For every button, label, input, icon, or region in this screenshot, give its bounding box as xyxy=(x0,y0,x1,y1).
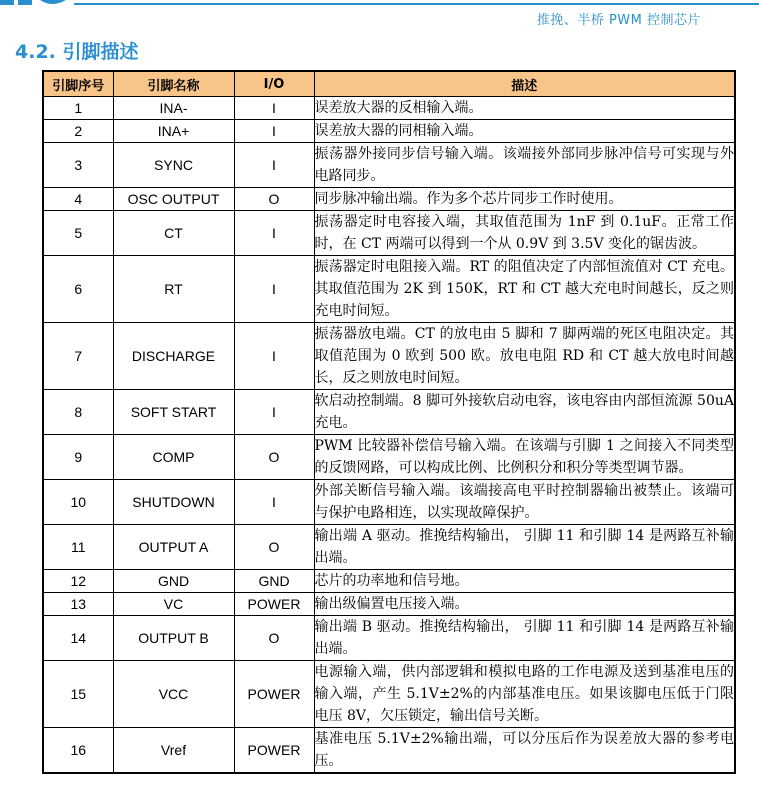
pin-description-table xyxy=(42,70,736,774)
logo-fragment xyxy=(0,0,72,6)
table-row xyxy=(43,728,735,774)
pin-number-cell: 8 xyxy=(43,390,113,435)
pin-name-cell: SHUTDOWN xyxy=(113,480,234,525)
table-row xyxy=(43,323,735,390)
pin-name-cell: DISCHARGE xyxy=(113,323,234,390)
pin-io-cell: O xyxy=(234,525,314,570)
document-header-title: 推挽、半桥 PWM 控制芯片 xyxy=(536,13,701,28)
section-title: 4.2. 引脚描述 xyxy=(15,41,139,63)
pin-number-cell: 14 xyxy=(43,616,113,661)
table-row xyxy=(43,525,735,570)
pin-io-cell: I xyxy=(234,211,314,256)
pin-io-cell: I xyxy=(234,256,314,323)
pin-description-cell: 同步脉冲输出端。作为多个芯片同步工作时使用。 xyxy=(314,188,735,211)
pin-name-cell: VC xyxy=(113,593,234,616)
pin-name-cell: OSC OUTPUT xyxy=(113,188,234,211)
pin-description-cell: 芯片的功率地和信号地。 xyxy=(314,570,735,593)
table-row xyxy=(43,188,735,211)
header-rule xyxy=(74,3,759,5)
pin-number-cell: 13 xyxy=(43,593,113,616)
column-header-pin-name: 引脚名称 xyxy=(113,71,234,97)
pin-io-cell: I xyxy=(234,97,314,120)
pin-description-cell: 振荡器放电端。CT 的放电由 5 脚和 7 脚两端的死区电阻决定。其取值范围为 0 欧到 500 欧。放电电阻 RD 和 CT 越大放电时间越长，反之则放电时间短。 xyxy=(314,323,735,390)
pin-io-cell: I xyxy=(234,143,314,188)
pin-number-cell: 15 xyxy=(43,661,113,728)
pin-io-cell: I xyxy=(234,120,314,143)
table-row xyxy=(43,211,735,256)
pin-number-cell: 2 xyxy=(43,120,113,143)
table-row xyxy=(43,593,735,616)
pin-description-cell: PWM 比较器补偿信号输入端。在该端与引脚 1 之间接入不同类型的反馈网路，可以构成比例、比例积分和积分等类型调节器。 xyxy=(314,435,735,480)
pin-description-cell: 振荡器定时电容接入端，其取值范围为 1nF 到 0.1uF。正常工作时，在 CT 两端可以得到一个从 0.9V 到 3.5V 变化的锯齿波。 xyxy=(314,211,735,256)
pin-description-cell: 基准电压 5.1V±2%输出端，可以分压后作为误差放大器的参考电压。 xyxy=(314,728,735,774)
pin-number-cell: 10 xyxy=(43,480,113,525)
table-row xyxy=(43,143,735,188)
pin-description-cell: 误差放大器的同相输入端。 xyxy=(314,120,735,143)
table-body xyxy=(43,97,735,774)
pin-number-cell: 12 xyxy=(43,570,113,593)
pin-io-cell: O xyxy=(234,188,314,211)
pin-name-cell: INA- xyxy=(113,97,234,120)
pin-io-cell: I xyxy=(234,323,314,390)
pin-number-cell: 9 xyxy=(43,435,113,480)
pin-description-cell: 输出级偏置电压接入端。 xyxy=(314,593,735,616)
column-header-io: I/O xyxy=(234,71,314,97)
pin-name-cell: OUTPUT A xyxy=(113,525,234,570)
pin-description-cell: 振荡器定时电阻接入端。RT 的阻值决定了内部恒流值对 CT 充电。其取值范围为 2K 到 150K，RT 和 CT 越大充电时间越长，反之则充电时间短。 xyxy=(314,256,735,323)
pin-description-cell: 电源输入端，供内部逻辑和模拟电路的工作电源及送到基准电压的输入端，产生 5.1V±2%的内部基准电压。如果该脚电压低于门限电压 8V，欠压锁定，输出信号关断。 xyxy=(314,661,735,728)
pin-number-cell: 11 xyxy=(43,525,113,570)
pin-io-cell: O xyxy=(234,435,314,480)
pin-io-cell: POWER xyxy=(234,728,314,774)
table-row xyxy=(43,480,735,525)
pin-io-cell: POWER xyxy=(234,661,314,728)
table-row xyxy=(43,390,735,435)
pin-name-cell: SOFT START xyxy=(113,390,234,435)
table-row xyxy=(43,570,735,593)
pin-number-cell: 5 xyxy=(43,211,113,256)
column-header-pin-number: 引脚序号 xyxy=(43,71,113,97)
pin-name-cell: GND xyxy=(113,570,234,593)
pin-number-cell: 1 xyxy=(43,97,113,120)
pin-io-cell: I xyxy=(234,390,314,435)
pin-name-cell: VCC xyxy=(113,661,234,728)
table-row xyxy=(43,661,735,728)
column-header-description: 描述 xyxy=(314,71,735,97)
pin-name-cell: SYNC xyxy=(113,143,234,188)
pin-name-cell: CT xyxy=(113,211,234,256)
pin-description-cell: 振荡器外接同步信号输入端。该端接外部同步脉冲信号可实现与外电路同步。 xyxy=(314,143,735,188)
pin-io-cell: I xyxy=(234,480,314,525)
pin-description-cell: 误差放大器的反相输入端。 xyxy=(314,97,735,120)
pin-description-cell: 输出端 A 驱动。推挽结构输出， 引脚 11 和引脚 14 是两路互补输出端。 xyxy=(314,525,735,570)
table-row xyxy=(43,97,735,120)
pin-description-cell: 外部关断信号输入端。该端接高电平时控制器输出被禁止。该端可与保护电路相连，以实现故障保护。 xyxy=(314,480,735,525)
table-header-row xyxy=(43,71,735,97)
pin-name-cell: Vref xyxy=(113,728,234,774)
pin-description-cell: 输出端 B 驱动。推挽结构输出， 引脚 11 和引脚 14 是两路互补输出端。 xyxy=(314,616,735,661)
pin-io-cell: O xyxy=(234,616,314,661)
table-row xyxy=(43,120,735,143)
pin-name-cell: COMP xyxy=(113,435,234,480)
pin-description-cell: 软启动控制端。8 脚可外接软启动电容，该电容由内部恒流源 50uA 充电。 xyxy=(314,390,735,435)
pin-name-cell: INA+ xyxy=(113,120,234,143)
pin-io-cell: GND xyxy=(234,570,314,593)
pin-number-cell: 7 xyxy=(43,323,113,390)
pin-number-cell: 16 xyxy=(43,728,113,774)
pin-name-cell: OUTPUT B xyxy=(113,616,234,661)
table-row xyxy=(43,256,735,323)
pin-number-cell: 3 xyxy=(43,143,113,188)
table-row xyxy=(43,435,735,480)
pin-io-cell: POWER xyxy=(234,593,314,616)
pin-name-cell: RT xyxy=(113,256,234,323)
pin-number-cell: 4 xyxy=(43,188,113,211)
table-row xyxy=(43,616,735,661)
pin-number-cell: 6 xyxy=(43,256,113,323)
